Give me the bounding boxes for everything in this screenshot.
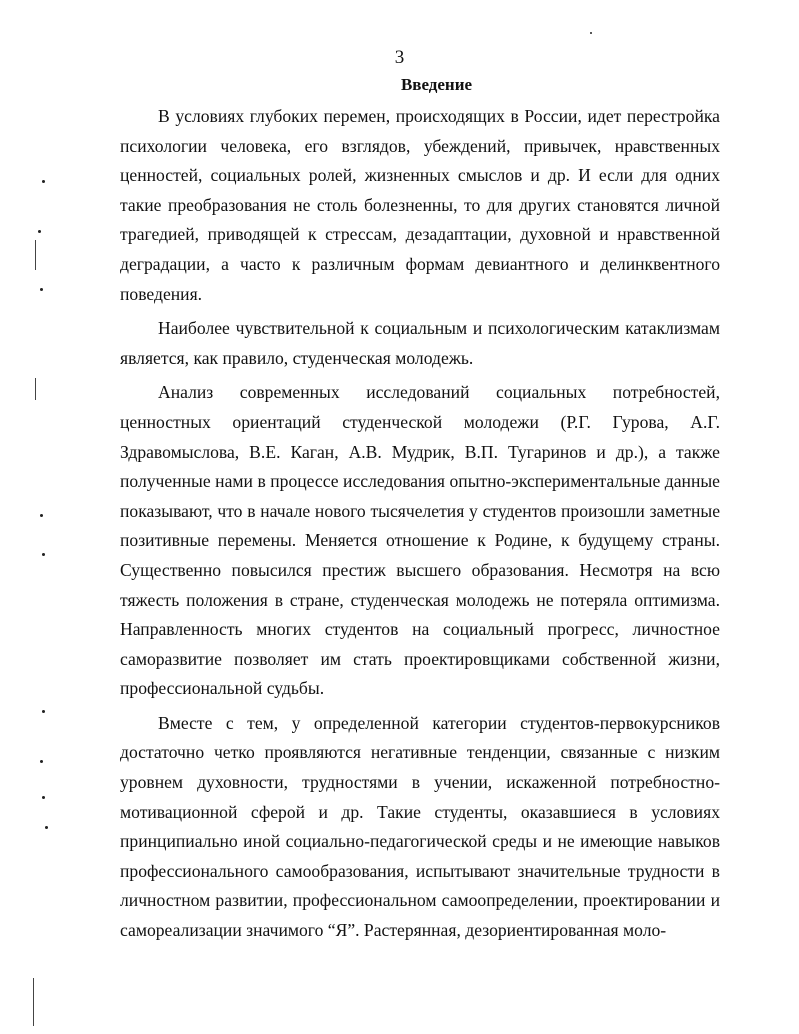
paragraph: Анализ современных исследований социальных потребностей, ценностных ориентаций студенческой молодежи (Р.Г. Гурова, А.Г. Здравомыслова, В.Е. Каган, А.В. Мудрик, В.П. Тугаринов и др.), а также полученные нами в процессе исследования опытно-экспериментальные данные показывают, что в начале нового тысячелетия у студентов произошли заметные позитивные перемены. Меняется отношение к Родине, к будущему страны. Существенно повысился престиж высшего образования. Несмотря на всю тяжесть положения в стране, студенческая молодежь не потеряла оптимизма. Направленность многих студентов на социальный прогресс, личностное саморазвитие позволяет им стать проектировщиками собственной жизни, профессиональной судьбы. [120,382,720,699]
scan-artifact [38,230,41,233]
paragraph: Наиболее чувствительной к социальным и психологическим катаклизмам является, как правило, студенческая молодежь. [120,318,720,368]
scan-artifact [42,796,45,799]
scan-artifact [33,978,34,1026]
scan-artifact [40,288,43,291]
scan-artifact [42,710,45,713]
scan-artifact [45,826,48,829]
scan-artifact [42,553,45,556]
paragraph: В условиях глубоких перемен, происходящих в России, идет перестройка психологии человека, его взглядов, убеждений, привычек, нравственных ценностей, социальных ролей, жизненных смыслов и др. И если для одних такие преобразования не столь болезненны, то для других становятся личной трагедией, приводящей к стрессам, дезадаптации, духовной и нравственной деградации, а часто к различным формам девиантного и делинквентного поведения. [120,106,720,304]
paragraph: Вместе с тем, у определенной категории студентов-первокурсников достаточно четко проявляются негативные тенденции, связанные с низким уровнем духовности, трудностями в учении, искаженной потребностно-мотивационной сферой и др. Такие студенты, оказавшиеся в условиях принципиально иной социально-педагогической среды и не имеющие навыков профессионального самообразования, испытывают значительные трудности в личностном развитии, профессиональном самоопределении, проектировании и самореализации значимого “Я”. Растерянная, дезориентированная моло- [120,712,720,941]
section-heading: Введение [400,75,473,94]
page-number: 3 [394,47,405,68]
scan-artifact [42,180,45,183]
scan-artifact [590,32,592,34]
scan-artifact [35,240,36,270]
body-text [120,102,720,946]
scan-artifact [40,760,43,763]
scan-artifact [40,514,43,517]
scan-artifact [35,378,36,400]
